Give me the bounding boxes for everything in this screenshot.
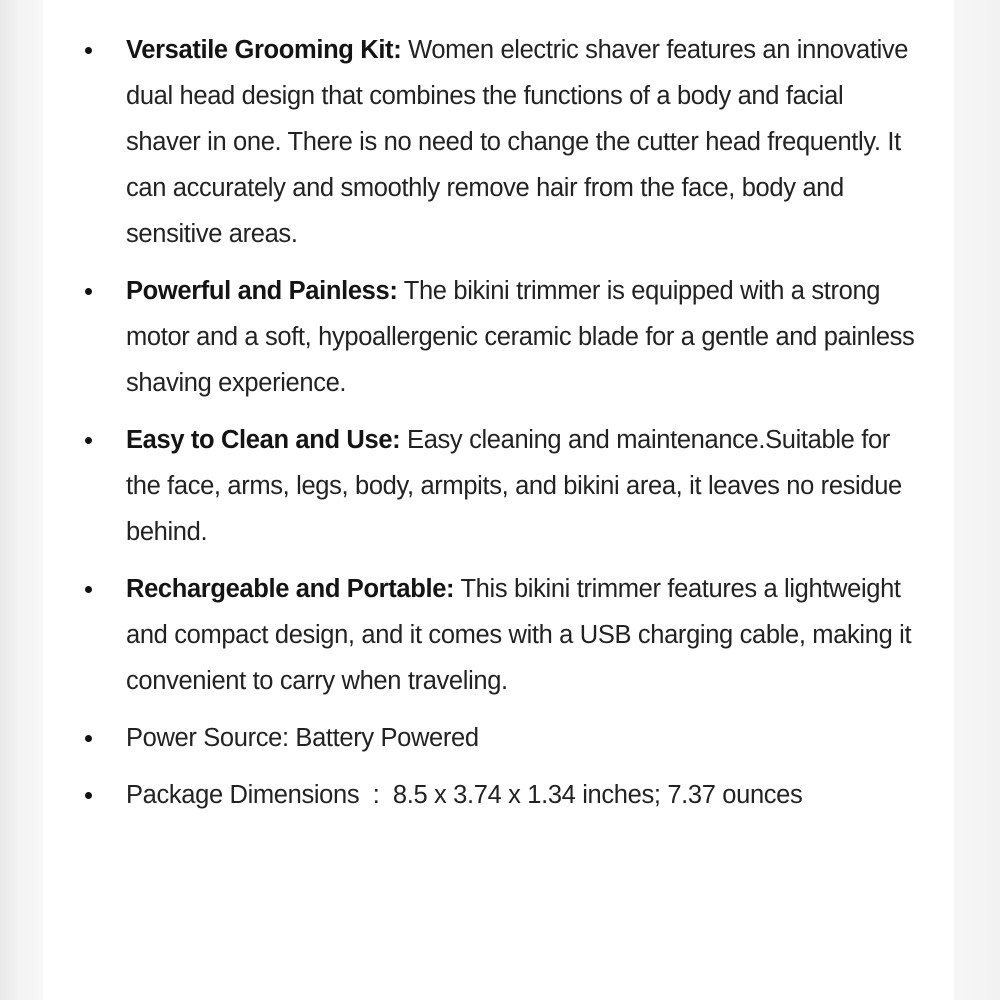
bullet-icon: [85, 437, 92, 444]
bullet-icon: [85, 47, 92, 54]
bullet-icon: [85, 735, 92, 742]
feature-title: Rechargeable and Portable:: [126, 575, 455, 603]
feature-item-rechargeable-and-portable: [78, 566, 918, 704]
spec-item-power-source: [78, 715, 918, 761]
feature-title: Easy to Clean and Use:: [126, 426, 401, 454]
spec-item-package-dimensions: [78, 772, 918, 818]
bullet-icon: [85, 792, 92, 799]
feature-description: Easy cleaning and maintenance.Suitable for the face, arms, legs, body, armpits, and bikini area, it leaves no residue behind.: [126, 426, 902, 546]
feature-title: Versatile Grooming Kit:: [126, 36, 402, 64]
product-feature-list: [78, 27, 918, 829]
feature-item-versatile-grooming-kit: [78, 27, 918, 257]
feature-description: Women electric shaver features an innovative dual head design that combines the functions of a body and facial shaver in one. There is no need to change the cutter head frequently. It can accurately and smoothly remove hair from the face, body and sensitive areas.: [126, 36, 909, 248]
feature-description: This bikini trimmer features a lightweight and compact design, and it comes with a USB charging cable, making it convenient to carry when traveling.: [126, 575, 912, 695]
bullet-icon: [85, 288, 92, 295]
feature-item-easy-to-clean-and-use: [78, 417, 918, 555]
feature-item-powerful-and-painless: [78, 268, 918, 406]
spec-text: Package Dimensions : 8.5 x 3.74 x 1.34 inches; 7.37 ounces: [126, 781, 803, 809]
spec-text: Power Source: Battery Powered: [126, 724, 479, 752]
feature-description: The bikini trimmer is equipped with a strong motor and a soft, hypoallergenic ceramic blade for a gentle and painless shaving experience.: [126, 277, 915, 397]
bullet-icon: [85, 586, 92, 593]
feature-title: Powerful and Painless:: [126, 277, 398, 305]
